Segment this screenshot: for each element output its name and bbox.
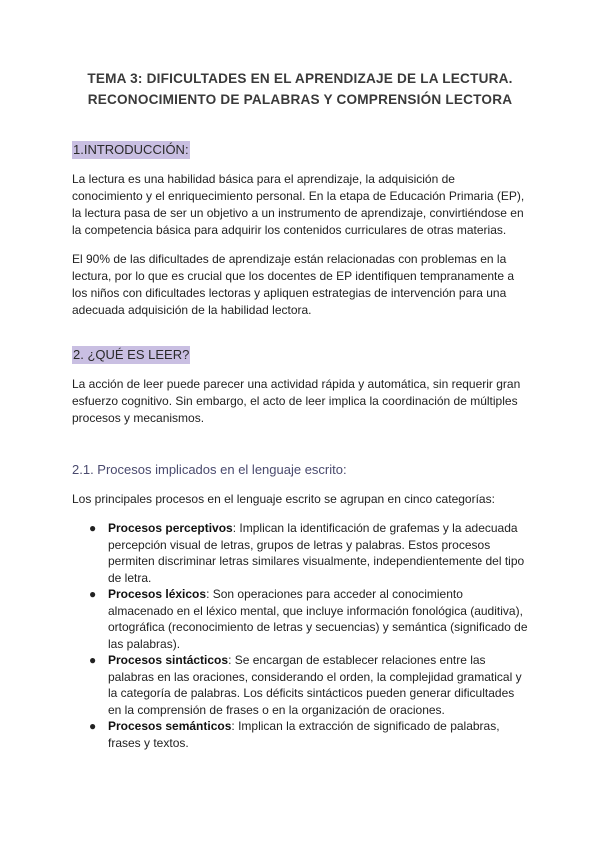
list-item bbox=[89, 718, 528, 751]
bullet-icon: ● bbox=[89, 719, 97, 733]
title-line-1: TEMA 3: DIFICULTADES EN EL APRENDIZAJE DE LA LECTURA. bbox=[87, 71, 513, 86]
title-line-2: RECONOCIMIENTO DE PALABRAS Y COMPRENSIÓN LECTORA bbox=[87, 92, 513, 107]
section-heading-introduction: 1.INTRODUCCIÓN: bbox=[73, 142, 189, 157]
section-introduction bbox=[72, 141, 528, 319]
list-item-term: Procesos perceptivos bbox=[108, 521, 233, 535]
section-heading-que-es-leer: 2. ¿QUÉ ES LEER? bbox=[73, 347, 190, 362]
paragraph: La lectura es una habilidad básica para el aprendizaje, la adquisición de conocimiento y el enriquecimiento personal. En la etapa de Educación Primaria (EP), la lectura pasa de ser un objetivo a un instrumento de aprendizaje, convirtiéndose en la competencia básica para adquirir los contenidos curriculares de otras materias. bbox=[72, 172, 525, 237]
list-item-text: : Son operaciones para acceder al conocimiento almacenado en el léxico mental, que incluye información fonológica (auditiva), ortográfica (reconocimiento de letras y secuencias) y semántica (significado de las palabras). bbox=[108, 587, 528, 651]
list-item-text: : Implican la extracción de significado de palabras, frases y textos. bbox=[108, 719, 500, 750]
paragraph: Los principales procesos en el lenguaje escrito se agrupan en cinco categorías: bbox=[72, 492, 495, 506]
paragraph: El 90% de las dificultades de aprendizaje están relacionadas con problemas en la lectura, por lo que es crucial que los docentes de EP identifiquen tempranamente a los niños con dificultades lectoras y apliquen estrategias de intervención para una adecuada adquisición de la habilidad lectora. bbox=[72, 252, 515, 317]
list-item bbox=[89, 586, 528, 652]
list-item-term: Procesos léxicos bbox=[108, 587, 207, 601]
list-item-text: : Se encargan de establecer relaciones entre las palabras en las oraciones, considerando el orden, la complejidad gramatical y la categoría de palabras. Los déficits sintácticos pueden generar dificultades en la comprensión de frases o en la organización de oraciones. bbox=[108, 653, 522, 717]
bullet-icon: ● bbox=[89, 587, 97, 601]
process-list bbox=[72, 520, 528, 751]
document-title bbox=[66, 68, 534, 110]
paragraph: La acción de leer puede parecer una actividad rápida y automática, sin requerir gran esfuerzo cognitivo. Sin embargo, el acto de leer implica la coordinación de múltiples procesos y mecanismos. bbox=[72, 377, 521, 425]
list-item bbox=[89, 652, 528, 718]
subsection-heading: 2.1. Procesos implicados en el lenguaje escrito: bbox=[72, 462, 347, 477]
list-item-text: : Implican la identificación de grafemas y la adecuada percepción visual de letras, grupos de letras y palabras. Estos procesos permiten discriminar letras similares visualmente, independientemente del tipo de letra. bbox=[108, 521, 525, 585]
bullet-icon: ● bbox=[89, 653, 97, 667]
section-que-es-leer bbox=[72, 346, 528, 751]
list-item-term: Procesos semánticos bbox=[108, 719, 232, 733]
bullet-icon: ● bbox=[89, 521, 97, 535]
list-item-term: Procesos sintácticos bbox=[108, 653, 229, 667]
list-item bbox=[89, 520, 528, 586]
